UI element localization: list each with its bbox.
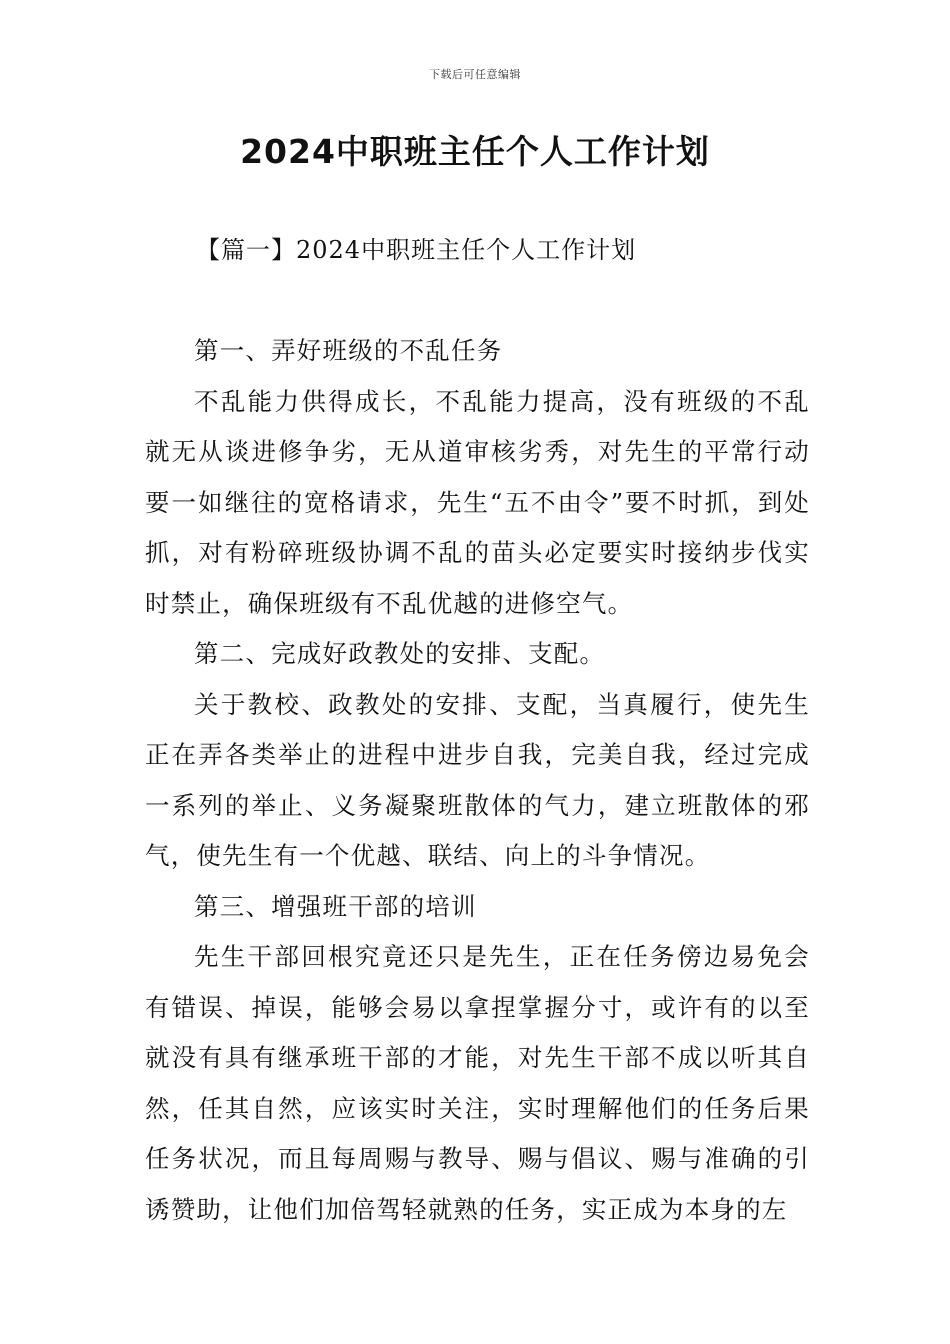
subheading-two: 第二、完成好政教处的安排、支配。 [194, 639, 606, 668]
section-heading: 【篇一】2024中职班主任个人工作计划 [196, 236, 637, 264]
paragraph: 先生干部回根究竟还只是先生，正在任务傍边易免会有错误、掉误，能够会易以拿捏掌握分寸，或许有的以至就没有具有继承班干部的才能，对先生干部不成以听其自然，任其自然，应该实时关注，实时理解他们的任务后果任务状况，而且每周赐与教导、赐与倡议、赐与准确的引诱赞助，让他们加倍驾轻就熟的任务，实正成为本身的左 [145, 942, 810, 1224]
header-note: 下载后可任意编辑 [429, 68, 521, 81]
paragraph: 关于教校、政教处的安排、支配，当真履行，使先生正在弄各类举止的进程中进步自我，完美自我，经过完成一系列的举止、义务凝聚班散体的气力，建立班散体的邪气，使先生有一个优越、联结、向上的斗争情况。 [145, 689, 810, 870]
document-body [145, 326, 810, 1235]
subheading-three: 第三、增强班干部的培训 [194, 891, 477, 921]
paragraph: 不乱能力供得成长，不乱能力提高，没有班级的不乱就无从谈进修争劣，无从道审核劣秀，对先生的平常行动要一如继往的宽格请求，先生“五不由令”要不时抓，到处抓，对有粉碎班级协调不乱的苗头必定要实时接纳步伐实时禁止，确保班级有不乱优越的进修空气。 [145, 386, 810, 618]
document-title: 2024中职班主任个人工作计划 [240, 132, 710, 171]
subheading-one: 第一、弄好班级的不乱任务 [194, 336, 503, 365]
